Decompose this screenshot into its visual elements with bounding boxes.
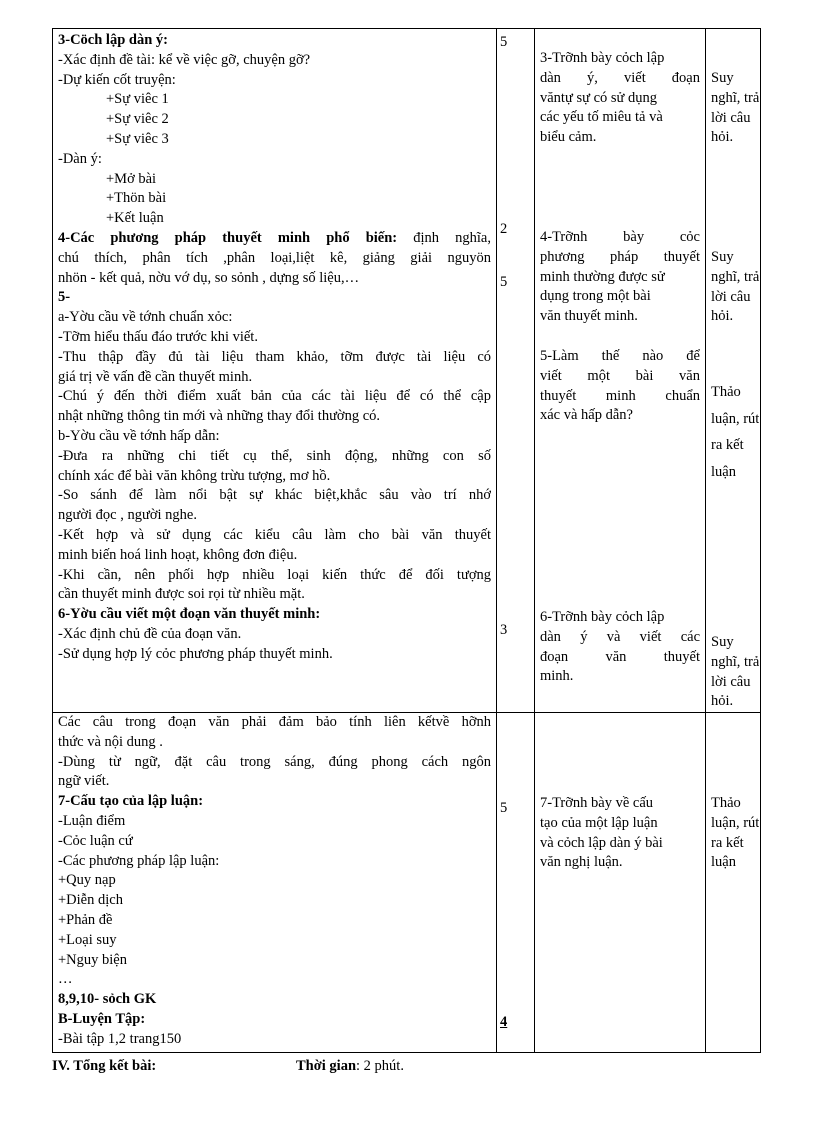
activity-line: Thảo <box>711 384 741 400</box>
heading-4-line <box>58 229 491 249</box>
question-line: văn nghị luận. <box>540 854 623 871</box>
minutes-cell <box>497 29 535 713</box>
text-line: -Dùng từ ngữ, đặt câu trong sáng, đúng phong cách ngôn <box>58 753 491 770</box>
text-line: thức và nội dung . <box>58 733 163 750</box>
question-line: dàn ý, viết đoạn <box>540 69 700 86</box>
text-line: +Quy nạp <box>58 872 116 889</box>
lesson-table <box>52 28 761 1053</box>
text-line: chú thích, phân tích ,phân loại,liệt kê, giảng giải nguyön <box>58 249 491 266</box>
activity-line: luận <box>711 854 736 871</box>
section-title: IV. Tổng kết bài: <box>52 1058 157 1074</box>
text-line: +Phản đề <box>58 911 113 928</box>
text-line: -Luận điểm <box>58 812 126 829</box>
heading-4: 4-Các phương pháp thuyết minh phổ biến: <box>58 229 398 246</box>
question-line: văntự sự có sử dụng <box>540 89 658 106</box>
text-line: -Các phương pháp lập luận: <box>58 852 220 869</box>
question-line: tạo của một lập luận <box>540 814 658 831</box>
table-row <box>53 29 761 713</box>
text-line: -Chú ý đến thời điểm xuất bản của các tài liệu để có thể cập <box>58 388 491 405</box>
text-line: chính xác để bài văn không trừu tượng, mơ hồ. <box>58 467 331 484</box>
question-line: biểu cảm. <box>540 129 597 146</box>
text-line: người đọc , người nghe. <box>58 507 197 524</box>
activity-5 <box>711 794 759 873</box>
question-line: dàn ý và viết các <box>540 628 700 645</box>
time-value: : 2 phút. <box>356 1058 404 1074</box>
text-line: -Dàn ý: <box>58 150 102 167</box>
text-line: -Khi cần, nên phối hợp nhiều loại kiến thức để đối tượng <box>58 566 491 583</box>
text-line: +Nguy biện <box>58 951 127 968</box>
text-line: -Tỡm hiểu thấu đáo trước khi viết. <box>58 328 258 345</box>
question-line: đoạn văn thuyết <box>540 648 700 665</box>
activity-line: nghĩ, trả <box>711 89 760 106</box>
text-line: ngữ viết. <box>58 773 110 790</box>
activity-line: hỏi. <box>711 693 734 710</box>
activity-line: luận <box>711 463 736 480</box>
activity-line: hỏi. <box>711 308 734 325</box>
text-line: cần thuyết minh được soi rọi từ nhiều mặt. <box>58 586 305 603</box>
question-3 <box>540 49 700 148</box>
heading-3: 3-Cöch lập dàn ý: <box>58 32 168 48</box>
textbook-ref: 8,9,10- sỏch GK <box>58 991 157 1008</box>
question-line: 5-Làm thế nào để <box>540 348 700 364</box>
text-line: -Kết hợp và sử dụng các kiểu câu làm cho bài văn thuyết <box>58 526 491 543</box>
text-line: nhật những thông tin mới và những thay đổi thường có. <box>58 408 381 425</box>
content-cell <box>53 713 497 1053</box>
question-cell <box>535 29 706 713</box>
text-line: +Sự viêc 1 <box>106 91 169 108</box>
activity-line: lời câu <box>711 109 751 126</box>
question-line: 3-Trỡnh bày cỏch lập <box>540 50 665 66</box>
text-fragment: định nghĩa, <box>397 229 491 246</box>
activity-line: lời câu <box>711 288 751 305</box>
text-line: +Thön bài <box>106 190 167 207</box>
text-line: -Cỏc luận cứ <box>58 832 133 849</box>
text-line: nhön - kết quả, nờu vớ dụ, so sỏnh , dựng số liệu,… <box>58 269 360 286</box>
heading-7: 7-Cấu tạo của lập luận: <box>58 793 204 810</box>
activity-3 <box>711 379 759 485</box>
text-line: +Sự viêc 3 <box>106 130 169 147</box>
question-line: phương pháp thuyết <box>540 248 700 265</box>
text-line: -So sánh để làm nổi bật sự khác biệt,khắc sâu vào trí nhớ <box>58 487 491 504</box>
activity-cell <box>706 29 761 713</box>
text-line: +Diễn dịch <box>58 892 123 909</box>
text-line: minh biến hoá linh hoạt, không đơn điệu. <box>58 546 298 563</box>
activity-line: luận, rút <box>711 814 760 831</box>
activity-line: Suy <box>711 249 734 265</box>
activity-line: ra kết <box>711 834 744 851</box>
question-line: và cỏch lập dàn ý bài <box>540 834 663 851</box>
question-line: các yếu tố miêu tả và <box>540 109 663 126</box>
activity-line: hỏi. <box>711 129 734 146</box>
text-line: +Kết luận <box>106 210 164 227</box>
activity-2 <box>711 248 759 327</box>
content-cell <box>53 29 497 713</box>
activity-1 <box>711 69 759 148</box>
text-line: +Mở bài <box>106 170 157 187</box>
question-6 <box>540 608 700 687</box>
text-line: -Xác định chủ đề của đoạn văn. <box>58 625 242 642</box>
activity-line: lời câu <box>711 673 751 690</box>
activity-line: Suy <box>711 634 734 650</box>
heading-practice: B-Luyện Tập: <box>58 1010 146 1027</box>
question-line: xác và hấp dẫn? <box>540 407 633 424</box>
question-line: thuyết minh chuẩn <box>540 387 700 404</box>
question-7 <box>540 794 700 873</box>
question-4 <box>540 228 700 327</box>
text-line: a-Yờu cầu về tớnh chuẩn xỏc: <box>58 309 233 326</box>
text-line: +Loại suy <box>58 931 117 948</box>
question-line: dụng trong một bài <box>540 288 651 305</box>
time-label: Thời gian <box>296 1058 357 1074</box>
text-line: … <box>58 971 73 988</box>
heading-6: 6-Yờu cầu viết một đoạn văn thuyết minh: <box>58 606 321 623</box>
question-cell <box>535 713 706 1053</box>
minutes-value: 4 <box>500 1014 508 1030</box>
text-line: Các câu trong đoạn văn phải đảm bảo tính liên kếtvề hỡnh <box>58 714 491 730</box>
text-line: -Đưa ra những chi tiết cụ thể, sinh động, những con số <box>58 447 491 464</box>
activity-cell <box>706 713 761 1053</box>
text-line: b-Yờu cầu về tớnh hấp dẫn: <box>58 427 220 444</box>
text-line: -Bài tập 1,2 trang150 <box>58 1030 182 1047</box>
activity-line: nghĩ, trả <box>711 268 760 285</box>
text-line: -Sử dụng hợp lý cỏc phương pháp thuyết minh. <box>58 645 333 662</box>
table-row <box>53 713 761 1053</box>
question-line: văn thuyết minh. <box>540 308 638 325</box>
activity-line: Thảo <box>711 795 741 811</box>
minutes-cell <box>497 713 535 1053</box>
time-info <box>296 1058 404 1075</box>
minutes-value: 3 <box>500 622 508 638</box>
minutes-value: 5 <box>500 34 508 50</box>
question-line: 7-Trỡnh bày về cấu <box>540 795 654 811</box>
question-5 <box>540 347 700 426</box>
minutes-value: 5 <box>500 800 508 816</box>
minutes-value: 2 <box>500 221 508 237</box>
text-line: -Thu thập đầy đủ tài liệu tham khảo, tỡm được tài liệu có <box>58 348 491 365</box>
activity-line: Suy <box>711 70 734 86</box>
question-line: minh thường được sử <box>540 268 665 285</box>
minutes-value: 5 <box>500 274 508 290</box>
question-line: 6-Trỡnh bày cỏch lập <box>540 609 665 625</box>
text-line: -Xác định đề tài: kể về việc gỡ, chuyện gỡ? <box>58 51 311 68</box>
activity-line: ra kết <box>711 437 744 453</box>
question-line: 4-Trỡnh bày cỏc <box>540 229 700 245</box>
activity-4 <box>711 633 759 712</box>
activity-line: nghĩ, trả <box>711 653 760 670</box>
activity-line: luận, rút <box>711 410 760 427</box>
text-line: -Dự kiến cốt truyện: <box>58 71 176 88</box>
question-line: viết một bài văn <box>540 367 700 384</box>
question-line: minh. <box>540 668 574 685</box>
text-line: giá trị về vấn đề cần thuyết minh. <box>58 368 253 385</box>
text-line: +Sự viêc 2 <box>106 111 169 128</box>
heading-5: 5- <box>58 289 71 306</box>
